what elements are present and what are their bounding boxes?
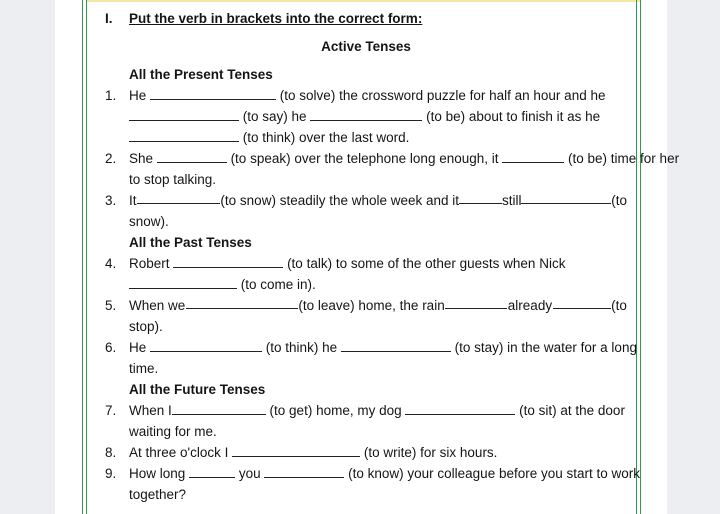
question-4-line-2	[129, 274, 627, 295]
answer-blank[interactable]	[553, 295, 611, 309]
question-text: (to	[611, 193, 627, 208]
question-text: (to leave) home, the rain	[298, 298, 445, 313]
question-8	[105, 442, 627, 463]
question-text: (to talk) to some of the other guests when Nick	[287, 256, 566, 271]
question-5	[105, 295, 627, 316]
question-text: (to know) your colleague before you start to work	[348, 466, 641, 481]
question-text: (to get) home, my dog	[269, 403, 402, 418]
section-heading: Active Tenses	[321, 39, 411, 54]
question-text: already	[507, 298, 553, 313]
question-text: She	[129, 151, 154, 166]
question-4	[105, 253, 627, 274]
question-5-line-2: stop).	[129, 319, 163, 334]
question-number: 3.	[105, 193, 117, 208]
question-text: When we	[129, 298, 186, 313]
question-text: It	[129, 193, 137, 208]
answer-blank[interactable]	[521, 190, 611, 204]
section-future-title: All the Future Tenses	[129, 382, 266, 397]
question-text: (to come in).	[240, 277, 316, 292]
page-border-left-inner	[86, 0, 87, 514]
question-3-line-2: snow).	[129, 214, 169, 229]
question-number: 9.	[105, 466, 117, 481]
question-text: you	[238, 466, 261, 481]
top-highlight-bar	[86, 0, 641, 2]
answer-blank[interactable]	[310, 107, 422, 121]
answer-blank[interactable]	[129, 128, 239, 142]
question-number: 6.	[105, 340, 117, 355]
question-text: He	[129, 340, 147, 355]
exercise-header	[105, 8, 627, 29]
answer-blank[interactable]	[341, 338, 451, 352]
page-border-right-outer	[640, 0, 641, 514]
question-text: He	[129, 88, 147, 103]
question-text: (to think) he	[265, 340, 338, 355]
question-9-line-2: together?	[129, 487, 187, 502]
answer-blank[interactable]	[186, 295, 298, 309]
question-text: How long	[129, 466, 186, 481]
question-text: (to speak) over the telephone long enough, it	[230, 151, 499, 166]
question-1-line-3	[129, 127, 627, 148]
answer-blank[interactable]	[157, 149, 227, 163]
answer-blank[interactable]	[129, 107, 239, 121]
question-text: (to be) time for her	[568, 151, 680, 166]
answer-blank[interactable]	[264, 464, 344, 478]
question-2-line-2: to stop talking.	[129, 172, 217, 187]
question-text: (to sit) at the door	[519, 403, 625, 418]
answer-blank[interactable]	[232, 443, 360, 457]
question-1	[105, 85, 627, 106]
question-text: (to snow) steadily the whole week and it	[220, 193, 460, 208]
question-text: (to say) he	[242, 109, 307, 124]
question-text: (to write) for six hours.	[363, 445, 498, 460]
exercise-number: I.	[105, 11, 113, 26]
exercise-instruction: Put the verb in brackets into the correct form:	[129, 11, 423, 26]
answer-blank[interactable]	[405, 401, 515, 415]
question-7	[105, 400, 627, 421]
question-text: When I	[129, 403, 172, 418]
question-6-line-2: time.	[129, 361, 159, 376]
answer-blank[interactable]	[150, 338, 262, 352]
question-number: 5.	[105, 298, 117, 313]
question-number: 7.	[105, 403, 117, 418]
question-text: Robert	[129, 256, 170, 271]
question-text: (to solve) the crossword puzzle for half an hour and he	[279, 88, 606, 103]
question-number: 4.	[105, 256, 117, 271]
question-7-line-2: waiting for me.	[129, 424, 217, 439]
answer-blank[interactable]	[150, 86, 276, 100]
question-1-line-2	[129, 106, 627, 127]
question-text: (to stay) in the water for a long	[454, 340, 637, 355]
question-text: (to	[611, 298, 627, 313]
question-text: (to be) about to finish it as he	[426, 109, 601, 124]
question-text: (to think) over the last word.	[242, 130, 410, 145]
answer-blank[interactable]	[137, 190, 221, 204]
answer-blank[interactable]	[502, 149, 564, 163]
section-past-title: All the Past Tenses	[129, 235, 252, 250]
question-9	[105, 463, 641, 484]
question-number: 8.	[105, 445, 117, 460]
answer-blank[interactable]	[129, 275, 237, 289]
question-6	[105, 337, 637, 358]
question-text: still	[501, 193, 522, 208]
page-border-left-outer	[82, 0, 83, 514]
worksheet-content	[105, 8, 680, 505]
question-2	[105, 148, 680, 169]
answer-blank[interactable]	[189, 464, 235, 478]
question-3	[105, 190, 627, 211]
page-border-right-inner	[636, 0, 637, 514]
answer-blank[interactable]	[172, 401, 266, 415]
section-present-title: All the Present Tenses	[129, 67, 273, 82]
question-text: At three o'clock I	[129, 445, 229, 460]
answer-blank[interactable]	[173, 254, 283, 268]
answer-blank[interactable]	[459, 190, 502, 204]
question-number: 1.	[105, 88, 117, 103]
question-number: 2.	[105, 151, 117, 166]
answer-blank[interactable]	[445, 295, 507, 309]
